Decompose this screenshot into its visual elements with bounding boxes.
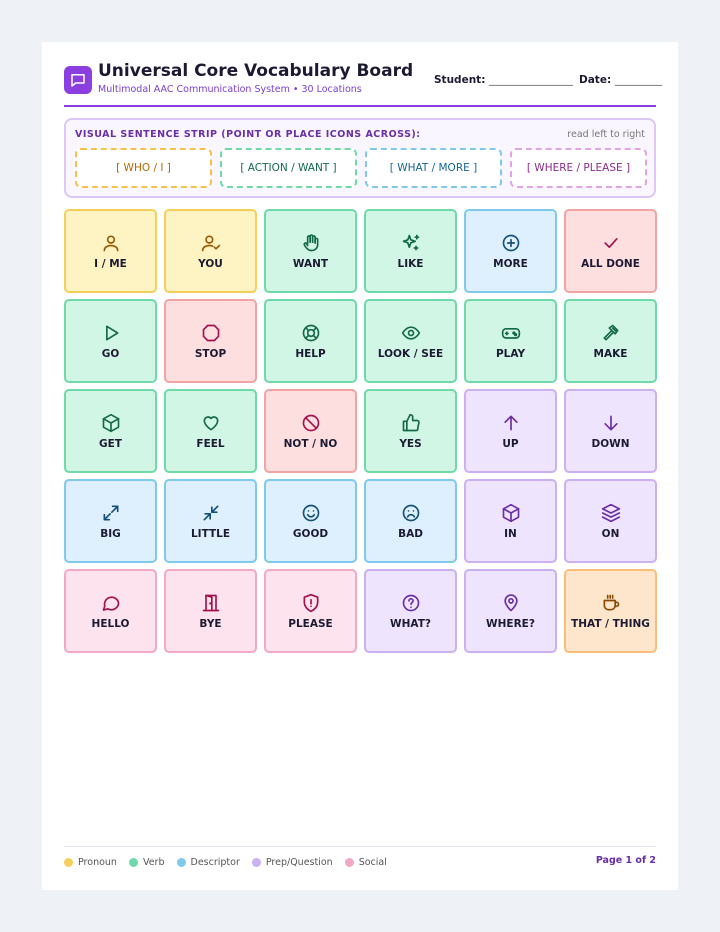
vocabulary-board-page xyxy=(42,42,678,890)
vocab-tile-on[interactable] xyxy=(564,479,657,563)
date-field[interactable] xyxy=(579,74,662,86)
vocab-tile-i-me[interactable] xyxy=(64,209,157,293)
vocab-tile-label: MAKE xyxy=(593,348,628,360)
legend-swatch xyxy=(129,858,138,867)
student-line: ________________ xyxy=(489,74,574,86)
vocab-tile-label: BYE xyxy=(199,618,222,630)
ban-icon xyxy=(301,413,321,433)
vocab-tile-label: STOP xyxy=(194,348,227,360)
octagon-icon xyxy=(201,323,221,343)
plus-circle-icon xyxy=(501,233,521,253)
vocab-tile-label: HELLO xyxy=(91,618,130,630)
door-icon xyxy=(201,593,221,613)
vocab-tile-up[interactable] xyxy=(464,389,557,473)
student-label: Student: xyxy=(434,74,486,86)
user-icon xyxy=(101,233,121,253)
legend-item-prep-question xyxy=(252,857,333,868)
hand-icon xyxy=(301,233,321,253)
date-line: _________ xyxy=(614,74,663,86)
vocab-tile-in[interactable] xyxy=(464,479,557,563)
header-divider xyxy=(64,105,656,107)
footer-divider xyxy=(64,846,656,847)
vocab-tile-label: WHAT? xyxy=(390,618,431,630)
vocab-tile-label: NOT / NO xyxy=(283,438,338,450)
legend-swatch xyxy=(177,858,186,867)
vocab-tile-label: LOOK / SEE xyxy=(377,348,444,360)
vocab-tile-label: UP xyxy=(502,438,519,450)
package-icon xyxy=(101,413,121,433)
vocab-tile-help[interactable] xyxy=(264,299,357,383)
vocab-tile-like[interactable] xyxy=(364,209,457,293)
vocab-tile-label: IN xyxy=(504,528,517,540)
vocab-tile-label: WANT xyxy=(292,258,329,270)
vocab-tile-label: WHERE? xyxy=(486,618,535,630)
vocab-tile-want[interactable] xyxy=(264,209,357,293)
vocab-tile-stop[interactable] xyxy=(164,299,257,383)
vocab-tile-label: HELP xyxy=(295,348,326,360)
arrow-down-icon xyxy=(601,413,621,433)
vocab-tile-label: DOWN xyxy=(591,438,630,450)
help-circle-icon xyxy=(401,593,421,613)
legend-label: Social xyxy=(358,856,387,868)
user-check-icon xyxy=(201,233,221,253)
vocab-tile-label: PLEASE xyxy=(288,618,333,630)
strip-slot-what[interactable]: [ WHAT / MORE ] xyxy=(365,148,502,188)
play-icon xyxy=(101,323,121,343)
vocab-tile-big[interactable] xyxy=(64,479,157,563)
legend-swatch xyxy=(64,858,73,867)
check-icon xyxy=(601,233,621,253)
sentence-strip-hint: read left to right xyxy=(567,129,645,140)
vocab-tile-yes[interactable] xyxy=(364,389,457,473)
strip-slot-action[interactable]: [ ACTION / WANT ] xyxy=(220,148,357,188)
sentence-strip-label: VISUAL SENTENCE STRIP (POINT OR PLACE ICONS ACROSS): xyxy=(75,129,421,140)
gamepad-icon xyxy=(501,323,521,343)
layers-icon xyxy=(601,503,621,523)
vocab-tile-feel[interactable] xyxy=(164,389,257,473)
legend-item-pronoun xyxy=(64,857,117,868)
vocab-tile-label: ON xyxy=(601,528,620,540)
vocab-tile-play[interactable] xyxy=(464,299,557,383)
vocab-tile-what[interactable] xyxy=(364,569,457,653)
vocab-tile-down[interactable] xyxy=(564,389,657,473)
category-legend xyxy=(64,855,399,869)
date-label: Date: xyxy=(579,74,612,86)
vocab-tile-label: LITTLE xyxy=(190,528,231,540)
thumbs-up-icon xyxy=(401,413,421,433)
legend-label: Descriptor xyxy=(190,856,240,868)
vocab-tile-label: YOU xyxy=(198,258,223,270)
legend-label: Verb xyxy=(142,856,165,868)
message-circle-icon xyxy=(101,593,121,613)
cup-icon xyxy=(601,593,621,613)
vocab-tile-label: I / ME xyxy=(94,258,127,270)
vocab-tile-good[interactable] xyxy=(264,479,357,563)
vocab-tile-more[interactable] xyxy=(464,209,557,293)
vocab-tile-label: YES xyxy=(399,438,422,450)
hammer-icon xyxy=(601,323,621,343)
vocab-tile-label: MORE xyxy=(493,258,528,270)
sparkles-icon xyxy=(401,233,421,253)
heart-icon xyxy=(201,413,221,433)
vocab-tile-make[interactable] xyxy=(564,299,657,383)
arrow-up-icon xyxy=(501,413,521,433)
legend-label: Pronoun xyxy=(78,856,117,868)
vocab-tile-label: LIKE xyxy=(397,258,424,270)
shield-alert-icon xyxy=(301,593,321,613)
vocab-tile-not-no[interactable] xyxy=(264,389,357,473)
page-number: Page 1 of 2 xyxy=(595,855,656,866)
vocab-tile-label: FEEL xyxy=(196,438,225,450)
legend-label: Prep/Question xyxy=(265,856,333,868)
vocab-tile-label: GET xyxy=(99,438,122,450)
vocab-tile-look-see[interactable] xyxy=(364,299,457,383)
box-icon xyxy=(501,503,521,523)
vocab-tile-where[interactable] xyxy=(464,569,557,653)
vocab-tile-hello[interactable] xyxy=(64,569,157,653)
strip-slot-who[interactable]: [ WHO / I ] xyxy=(75,148,212,188)
page-title: Universal Core Vocabulary Board xyxy=(98,61,414,81)
student-field[interactable] xyxy=(434,74,573,86)
vocab-tile-please[interactable] xyxy=(264,569,357,653)
vocab-tile-get[interactable] xyxy=(64,389,157,473)
vocab-tile-label: ALL DONE xyxy=(581,258,640,270)
expand-icon xyxy=(101,503,121,523)
chat-bubble-icon xyxy=(64,66,92,94)
legend-item-social xyxy=(345,857,387,868)
page-subtitle: Multimodal AAC Communication System • 30 Locations xyxy=(98,84,362,95)
shrink-icon xyxy=(201,503,221,523)
lifebuoy-icon xyxy=(301,323,321,343)
vocab-tile-bad[interactable] xyxy=(364,479,457,563)
vocab-tile-bye[interactable] xyxy=(164,569,257,653)
eye-icon xyxy=(401,323,421,343)
legend-swatch xyxy=(345,858,354,867)
sentence-strip xyxy=(64,118,656,198)
vocab-tile-label: BAD xyxy=(398,528,423,540)
vocab-tile-label: BIG xyxy=(100,528,121,540)
vocab-tile-label: GO xyxy=(101,348,120,360)
smile-icon xyxy=(301,503,321,523)
legend-item-descriptor xyxy=(177,857,240,868)
vocab-tile-that-thing[interactable] xyxy=(564,569,657,653)
legend-item-verb xyxy=(129,857,165,868)
vocab-tile-label: GOOD xyxy=(292,528,329,540)
vocab-tile-little[interactable] xyxy=(164,479,257,563)
vocab-tile-you[interactable] xyxy=(164,209,257,293)
vocab-tile-all-done[interactable] xyxy=(564,209,657,293)
header xyxy=(64,61,663,106)
legend-swatch xyxy=(252,858,261,867)
vocab-tile-go[interactable] xyxy=(64,299,157,383)
map-pin-icon xyxy=(501,593,521,613)
strip-slot-where[interactable]: [ WHERE / PLEASE ] xyxy=(510,148,647,188)
vocab-tile-label: THAT / THING xyxy=(571,618,650,630)
frown-icon xyxy=(401,503,421,523)
vocab-tile-label: PLAY xyxy=(495,348,526,360)
